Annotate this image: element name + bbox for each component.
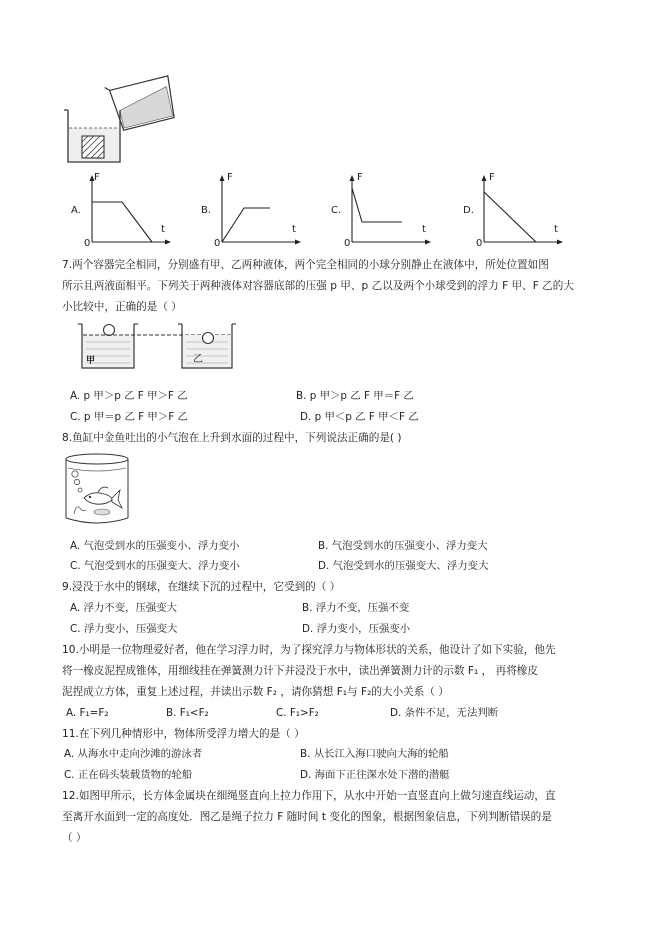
q10-option-c: C. F₁>F₂ [276, 707, 319, 719]
graph-a-xlabel: t [161, 224, 165, 235]
q12-line-3: （ ） [62, 832, 87, 844]
graph-a-letter: A. [71, 205, 81, 216]
q9-line-1: 9.浸没于水中的钢球，在继续下沉的过程中，它受到的（ ） [62, 581, 341, 593]
graph-b-origin: 0 [214, 238, 221, 249]
graph-a-ylabel: F [94, 172, 100, 183]
q8-option-a: A. 气泡受到水的压强变小、浮力变小 [70, 540, 240, 552]
q9-option-b: B. 浮力不变，压强不变 [302, 602, 410, 614]
q9-option-d: D. 浮力变小，压强变小 [302, 623, 411, 635]
q10-line-1: 10.小明是一位物理爱好者，他在学习浮力时，为了探究浮力与物体形状的关系，他设计了如下实验，他先 [62, 644, 556, 656]
q11-option-a: A. 从海水中走向沙滩的游泳者 [64, 748, 203, 760]
q11-line-1: 11.在下列几种情形中，物体所受浮力增大的是（ ） [62, 728, 305, 740]
q7-label-jia: 甲 [86, 356, 96, 366]
q12-line-1: 12.如图甲所示，长方体金属块在细绳竖直向上拉力作用下，从水中开始一直竖直向上做匀速直线运动，直 [62, 790, 556, 802]
graph-b-xlabel: t [292, 224, 296, 235]
fish-tank-figure [62, 452, 132, 528]
graph-d-letter: D. [463, 205, 474, 216]
graph-c-ylabel: F [357, 172, 363, 183]
beaker-figure [60, 66, 180, 168]
q7-option-b: B. p 甲＞p 乙 F 甲＝F 乙 [296, 390, 414, 402]
graph-d-xlabel: t [554, 224, 558, 235]
graph-b-letter: B. [201, 205, 212, 216]
q11-option-b: B. 从长江入海口驶向大海的轮船 [300, 748, 449, 760]
q12-line-2: 至离开水面到一定的高度处．图乙是绳子拉力 F 随时间 t 变化的图象，根据图象信息，下列判断错误的是 [62, 811, 552, 823]
q7-option-a: A. p 甲＞p 乙 F 甲＞F 乙 [70, 390, 188, 402]
graph-a-origin: 0 [84, 238, 91, 249]
graph-c-origin: 0 [344, 238, 351, 249]
q11-option-c: C. 正在码头装载货物的轮船 [64, 769, 193, 781]
q10-line-2: 将一橡皮泥捏成锥体，用细线挂在弹簧测力计下并浸没于水中，读出弹簧测力计的示数 F₁ ， 再将橡皮 [62, 665, 538, 677]
q9-option-c: C. 浮力变小，压强变大 [70, 623, 178, 635]
q7-line-3: 小比较中，正确的是（ ） [62, 301, 182, 313]
q7-label-yi: 乙 [193, 354, 203, 365]
graph-c-xlabel: t [422, 224, 426, 235]
q9-option-a: A. 浮力不变，压强变大 [70, 602, 178, 614]
q7-line-1: 7.两个容器完全相同，分别盛有甲、乙两种液体，两个完全相同的小球分别静止在液体中，所处位置如图 [62, 259, 549, 271]
q7-option-d: D. p 甲＜p 乙 F 甲＜F 乙 [300, 411, 419, 423]
q8-line-1: 8.鱼缸中金鱼吐出的小气泡在上升到水面的过程中，下列说法正确的是( ) [62, 432, 402, 444]
graph-b [198, 172, 308, 250]
q10-option-a: A. F₁=F₂ [66, 707, 109, 719]
q11-option-d: D. 海面下正往深水处下潜的潜艇 [300, 769, 450, 781]
graph-d-ylabel: F [489, 172, 495, 183]
q7-line-2: 所示且两液面相平。下列关于两种液体对容器底部的压强 p 甲、p 乙以及两个小球受到的浮力 F 甲、F 乙的大 [62, 280, 574, 292]
q10-option-d: D. 条件不足，无法判断 [390, 707, 499, 719]
q8-option-d: D. 气泡受到水的压强变大、浮力变大 [318, 560, 489, 572]
q8-option-c: C. 气泡受到水的压强变大、浮力变小 [70, 560, 240, 572]
graph-b-ylabel: F [227, 172, 233, 183]
q8-option-b: B. 气泡受到水的压强变小、浮力变大 [318, 540, 488, 552]
q10-line-3: 泥捏成立方体，重复上述过程，并读出示数 F₂ ，请你猜想 F₁与 F₂的大小关系（ ） [62, 686, 449, 698]
graph-d-origin: 0 [476, 238, 483, 249]
q10-option-b: B. F₁<F₂ [166, 707, 209, 719]
graph-a [68, 172, 178, 250]
graph-c [328, 172, 438, 250]
q7-containers-figure [78, 316, 238, 372]
q7-option-c: C. p 甲＝p 乙 F 甲＞F 乙 [70, 411, 188, 423]
graph-c-letter: C. [331, 205, 342, 216]
graph-d [460, 172, 570, 250]
